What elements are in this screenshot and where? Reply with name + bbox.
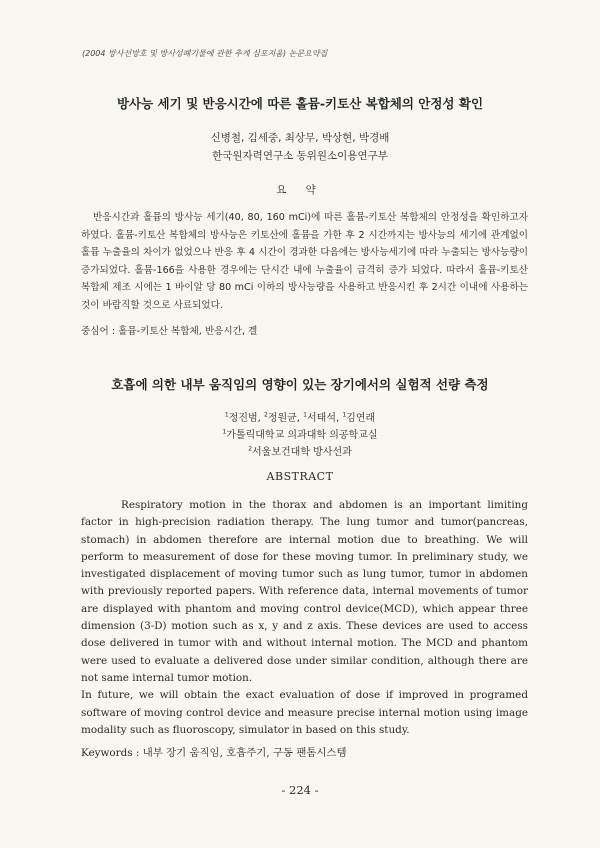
paper1-title: 방사능 세기 및 반응시간에 따른 홀뮴-키토산 복합체의 안정성 확인 xyxy=(116,96,484,111)
author-name: 김연래 xyxy=(346,413,376,424)
paper1-abstract: 반응시간과 홀뮴의 방사능 세기(40, 80, 160 mCi)에 따른 홀뮴-키토산 복합체의 안정성을 확인하고자 하였다. 홀뮴-키토산 복합체의 방사능은 키토산에 홀뮴을 가한 후 2 시간까지는 방사능의 세기에 관계없이 홀뮴 누출율의 차이가 없었으나 반응 후 4 시간이 경과한 다음에는 방사능세기에 따라 누출되는 방사능량이 증가되었다. 홀뮴-166을 사용한 경우에는 단시간 내에 누출율이 급격히 증가 되었다. 따라서 홀뮴-키토산 복합체 제조 시에는 1 바이알 당 80 mCi 이하의 방사능량을 사용하고 반응시킨 후 2시간 이내에 사용하는 것이 바람직할 것으로 사료되었다. xyxy=(81,212,528,311)
affiliation-text: 가톨릭대학교 의과대학 의공학교실 xyxy=(226,430,378,441)
author-name: 서태석, xyxy=(307,413,343,424)
paper2-abstract xyxy=(81,497,528,739)
paper1-authors: 신병철, 김세중, 최상무, 박상현, 박경배 xyxy=(210,132,390,144)
paper2-affiliation-1 xyxy=(0,426,600,441)
paper1-abstract-heading: 요 약 xyxy=(276,184,324,196)
paper2-title: 호흡에 의한 내부 움직임의 영향이 있는 장기에서의 실험적 선량 측정 xyxy=(111,377,489,392)
page-number: - 224 - xyxy=(281,783,319,797)
abstract-paragraph-2: In future, we will obtain the exact evaluation of dose if improved in programed software of moving control device and measure precise internal motion using image modality such as fluoroscopy, simulator in based on this study. xyxy=(81,689,528,736)
author-name: 정원균, xyxy=(267,413,304,424)
paper1-affiliation: 한국원자력연구소 동위원소이용연구부 xyxy=(212,150,388,162)
author-sup: 2 xyxy=(264,411,268,419)
proceedings-header: (2004 방사선방호 및 방사성폐기물에 관한 추계 심포지움) 논문요약집 xyxy=(82,49,328,58)
author-sup: 1 xyxy=(303,411,307,419)
affiliation-sup: 2 xyxy=(248,445,253,453)
affiliation-sup: 1 xyxy=(222,428,227,436)
paper2-affiliation-2 xyxy=(0,443,600,458)
author-sup: 1 xyxy=(342,411,347,419)
paper2-authors xyxy=(0,409,600,424)
author-sup: 1 xyxy=(224,411,229,419)
paper2-abstract-heading: ABSTRACT xyxy=(266,470,334,483)
author-name: 정진범, xyxy=(228,413,264,424)
affiliation-text: 서울보건대학 방사선과 xyxy=(252,447,352,458)
paper1-keywords: 중심어 : 홀뮴-키토산 복합체, 반응시간, 겔 xyxy=(81,326,258,337)
paper2-keywords: Keywords : 내부 장기 움직임, 호흡주기, 구동 팬톰시스템 xyxy=(81,747,347,759)
abstract-paragraph-1: Respiratory motion in the thorax and abdomen is an important limiting factor in high-precision radiation therapy. The lung tumor and tumor(pancreas, stomach) in abdomen therefore are internal motion due to breathing. We will perform to measurement of dose for these moving tumor. In preliminary study, we investigated displacement of moving tumor such as lung tumor, tumor in abdomen with previously reported papers. With reference data, internal movements of tumor are displayed with phantom and moving control device(MCD), which appear three dimension (3-D) motion such as x, y and z axis. These devices are used to access dose delivered in tumor with and without internal motion. The MCD and phantom were used to evaluate a delivered dose under similar condition, although there are not same internal tumor motion. xyxy=(81,499,528,684)
